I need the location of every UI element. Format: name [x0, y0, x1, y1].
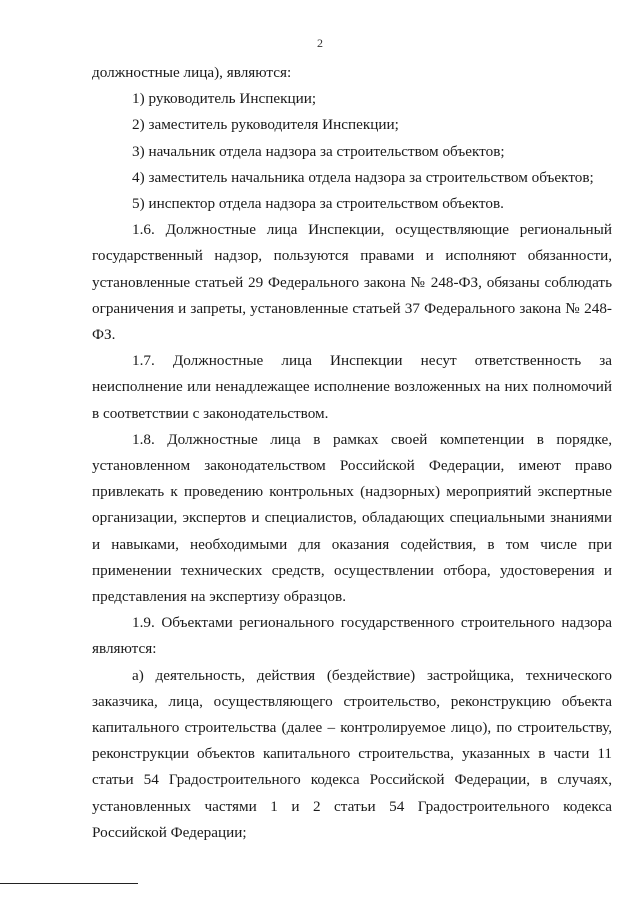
paragraph-1-8: 1.8. Должностные лица в рамках своей компетенции в порядке, установленном законодательством Российской Федерации, имеют право привлекать к проведению контрольных (надзорных) мероприятий экспертные организации, экспертов и специалистов, обладающих специальными знаниями и навыками, необходимыми для оказания содействия, в том числе при применении технических средств, осуществлении отбора, удостоверения и представления на экспертизу образцов.	[92, 430, 612, 606]
list-item-official-2: 2) заместитель руководителя Инспекции;	[132, 116, 399, 134]
list-item-official-1: 1) руководитель Инспекции;	[132, 90, 317, 108]
paragraph-1-6: 1.6. Должностные лица Инспекции, осуществляющие региональный государственный надзор, пользуются правами и исполняют обязанности, установленные статьей 29 Федерального закона № 248-ФЗ, обязаны соблюдать ограничения и запреты, установленные статьей 37 Федерального закона № 248-ФЗ.	[92, 221, 612, 344]
intro-line: должностные лица), являются:	[92, 64, 292, 81]
list-item-official-3: 3) начальник отдела надзора за строительством объектов;	[132, 142, 505, 160]
paragraph-1-9: 1.9. Объектами регионального государственного строительного надзора являются:	[92, 614, 612, 658]
list-item-official-4: 4) заместитель начальника отдела надзора за строительством объектов;	[132, 168, 594, 186]
paragraph-subitem-a: а) деятельность, действия (бездействие) застройщика, технического заказчика, лица, осуществляющего строительство, реконструкцию объекта капитального строительства (далее – контролируемое лицо), по строительству, реконструкции объектов капитального строительства, указанных в части 11 статьи 54 Градостроительного кодекса Российской Федерации, в случаях, установленных частями 1 и 2 статьи 54 Градостроительного кодекса Российской Федерации;	[92, 666, 612, 841]
page-number: 2	[317, 36, 323, 50]
document-body	[92, 60, 612, 846]
paragraph-1-7: 1.7. Должностные лица Инспекции несут ответственность за неисполнение или ненадлежащее исполнение возложенных на них полномочий в соответствии с законодательством.	[92, 352, 612, 422]
list-item-official-5: 5) инспектор отдела надзора за строительством объектов.	[132, 195, 504, 213]
footer-rule	[0, 883, 138, 884]
